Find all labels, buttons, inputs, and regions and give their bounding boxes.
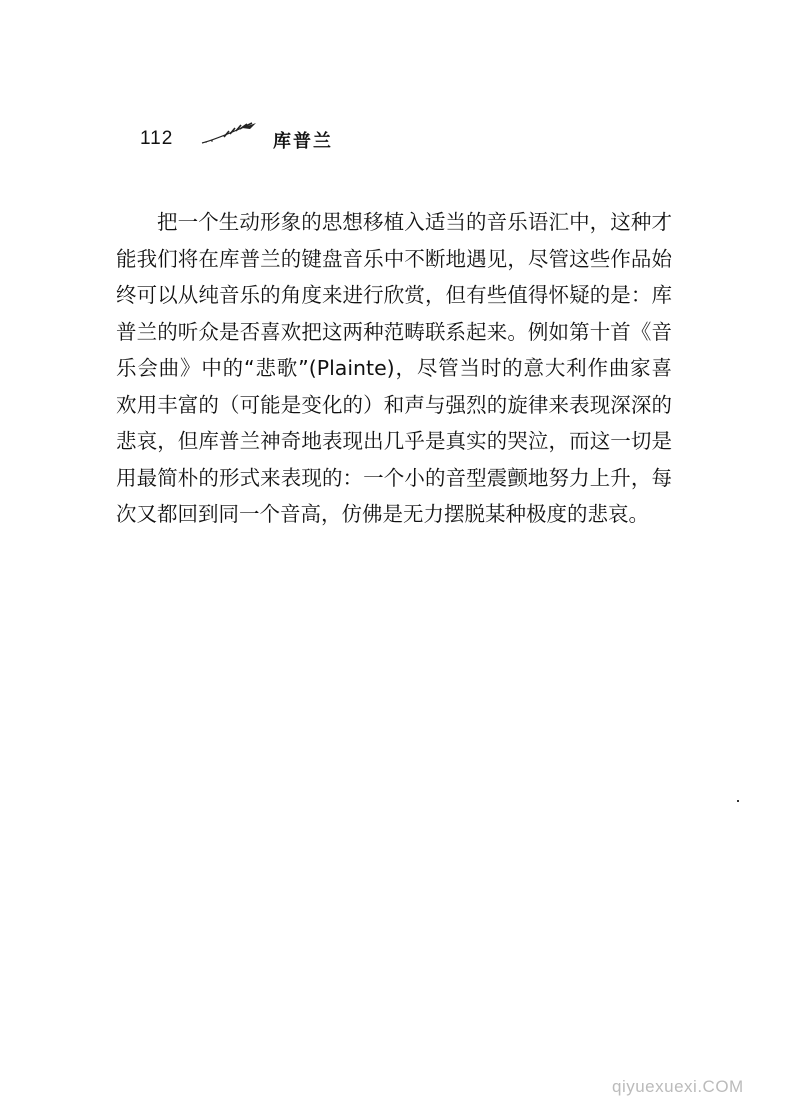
chapter-title: 库普兰	[273, 131, 333, 152]
page-number: 112	[140, 128, 174, 149]
site-watermark: qiyuexuexi.COM	[612, 1077, 744, 1096]
body-paragraph: 把一个生动形象的思想移植入适当的音乐语汇中，这种才能我们将在库普兰的键盘音乐中不断地遇见，尽管这些作品始终可以从纯音乐的角度来进行欣赏，但有些值得怀疑的是：库普兰的听众是否喜欢把这两种范畴联系起来。例如第十首《音乐会曲》中的“悲歌”(Plainte)，尽管当时的意大利作曲家喜欢用丰富的（可能是变化的）和声与强烈的旋律来表现深深的悲哀，但库普兰神奇地表现出几乎是真实的哭泣，而这一切是用最简朴的形式来表现的：一个小的音型震颤地努力上升，每次又都回到同一个音高，仿佛是无力摆脱某种极度的悲哀。	[116, 210, 672, 526]
running-head	[140, 122, 400, 154]
scan-speck	[737, 800, 739, 802]
quill-icon	[200, 122, 260, 146]
